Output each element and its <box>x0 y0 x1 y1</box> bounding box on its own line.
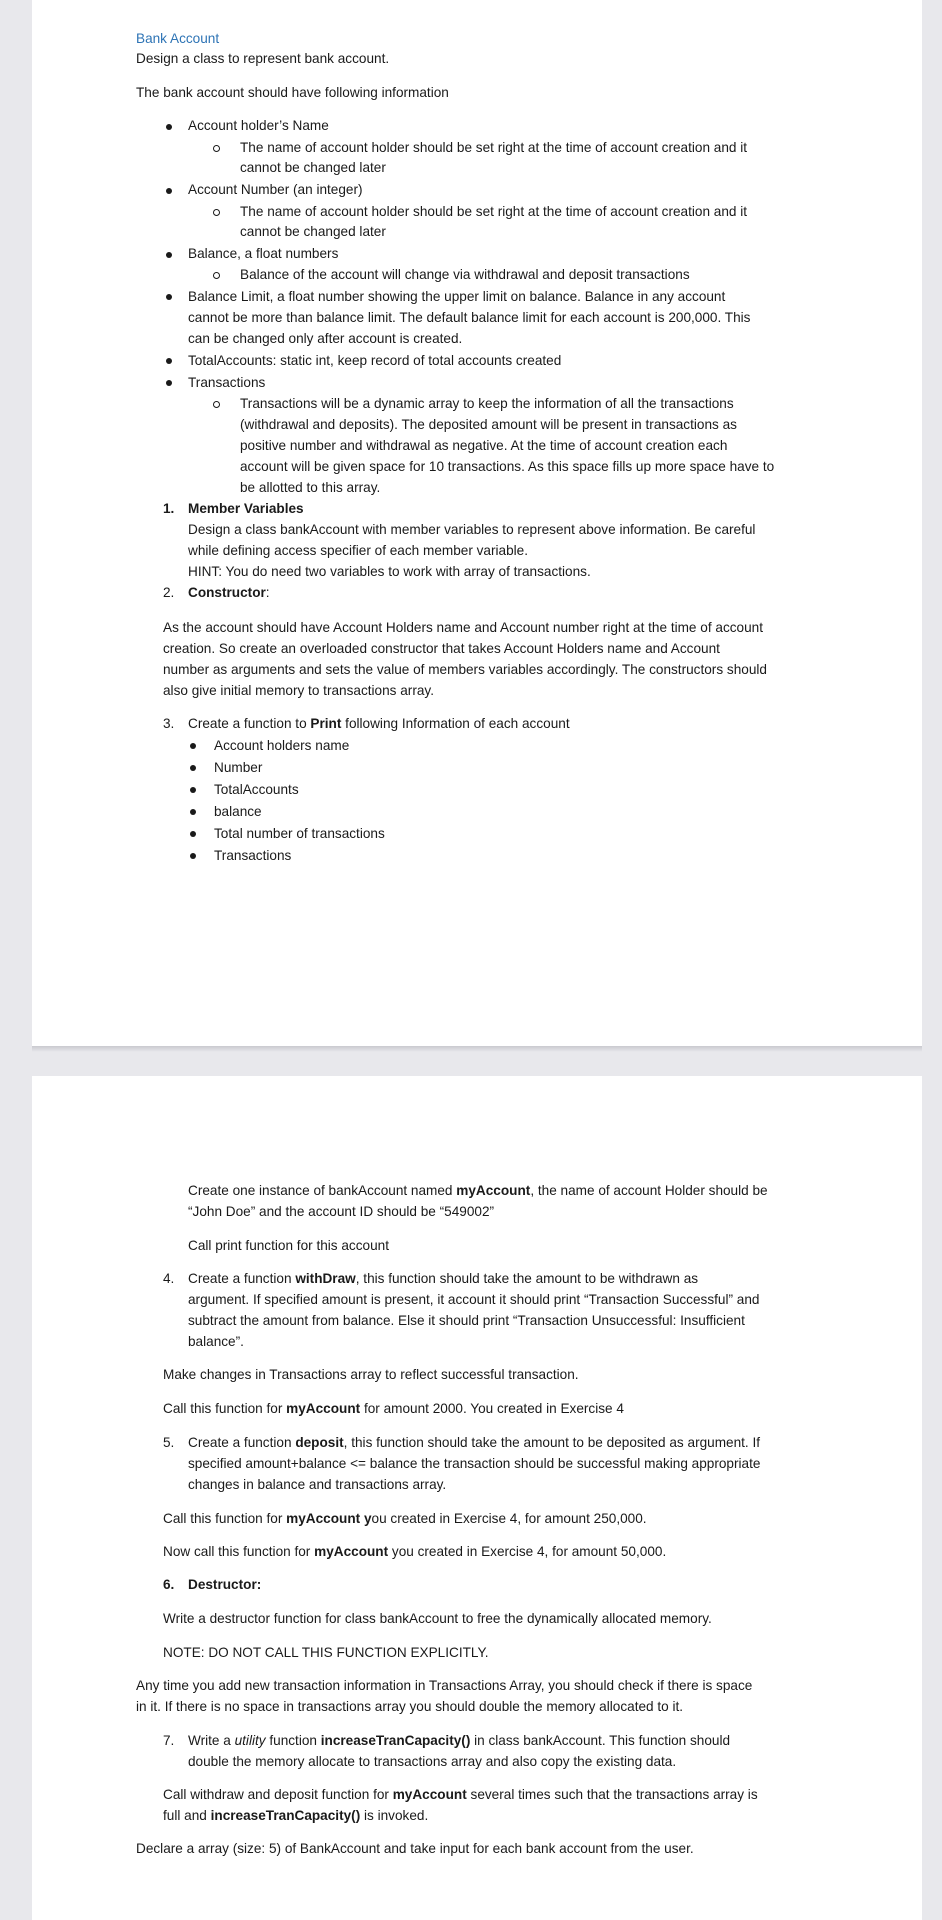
sub-list-item: (withdrawal and deposits). The deposited amount will be present in transactions as <box>240 417 737 432</box>
print-item: Account holders name <box>214 738 350 753</box>
sub-list-item: cannot be changed later <box>240 160 386 175</box>
section-number: 5. <box>163 1435 175 1450</box>
sub-bullet-circle <box>213 209 220 216</box>
paragraph-text: full and increaseTranCapacity() is invoked. <box>163 1808 429 1823</box>
list-item: Balance Limit, a float number showing the upper limit on balance. Balance in any account <box>188 289 726 304</box>
sub-list-item: Balance of the account will change via withdrawal and deposit transactions <box>240 267 690 282</box>
sub-list-item: be allotted to this array. <box>240 480 381 495</box>
section-number: 6. <box>163 1577 175 1592</box>
bullet-dot <box>166 124 172 130</box>
doc-title: Bank Account <box>136 31 220 46</box>
sub-bullet-circle <box>213 401 220 408</box>
bullet-dot <box>190 743 196 749</box>
sub-list-item: Transactions will be a dynamic array to keep the information of all the transactions <box>240 396 734 411</box>
paragraph-text: Create one instance of bankAccount named myAccount, the name of account Holder should be <box>188 1183 768 1198</box>
bullet-dot <box>190 765 196 771</box>
section-text: Design a class bankAccount with member variables to represent above information. Be careful <box>188 522 756 537</box>
list-item-continuation: can be changed only after account is created. <box>188 331 463 346</box>
section-heading: Member Variables <box>188 501 304 516</box>
bullet-dot <box>166 252 172 258</box>
sub-list-item: The name of account holder should be set right at the time of account creation and it <box>240 140 748 155</box>
note-text: NOTE: DO NOT CALL THIS FUNCTION EXPLICITLY. <box>163 1645 489 1660</box>
sub-list-item: account will be given space for 10 transactions. As this space fills up more space have to <box>240 459 775 474</box>
paragraph-text: Call this function for myAccount you created in Exercise 4, for amount 250,000. <box>163 1511 647 1526</box>
sub-list-item: positive number and withdrawal as negative. At the time of account creation each <box>240 438 728 453</box>
section-number: 7. <box>163 1733 175 1748</box>
print-item: Total number of transactions <box>214 826 385 841</box>
section-text: specified amount+balance <= balance the transaction should be successful making appropriate <box>188 1456 761 1471</box>
list-item-continuation: cannot be more than balance limit. The default balance limit for each account is 200,000. This <box>188 310 751 325</box>
section-text: balance”. <box>188 1334 244 1349</box>
section-number: 2. <box>163 585 175 600</box>
bullet-dot <box>190 853 196 859</box>
section-text: subtract the amount from balance. Else it should print “Transaction Unsuccessful: Insufficient <box>188 1313 745 1328</box>
paragraph-text: Now call this function for myAccount you created in Exercise 4, for amount 50,000. <box>163 1544 667 1559</box>
bullet-dot <box>190 787 196 793</box>
bullet-dot <box>166 294 172 300</box>
paragraph-text: Declare a array (size: 5) of BankAccount and take input for each bank account from the user. <box>136 1841 694 1856</box>
paragraph-text: As the account should have Account Holders name and Account number right at the time of account <box>163 620 763 635</box>
section-text: while defining access specifier of each member variable. <box>188 543 529 558</box>
sub-bullet-circle <box>213 272 220 279</box>
list-item: Balance, a float numbers <box>188 246 339 261</box>
bullet-dot <box>166 188 172 194</box>
section-heading: Constructor: <box>188 585 270 600</box>
bullet-dot <box>190 809 196 815</box>
section-text: double the memory allocate to transactions array and also copy the existing data. <box>188 1754 677 1769</box>
paragraph-text: creation. So create an overloaded constructor that takes Account Holders name and Account <box>163 641 720 656</box>
section-text: argument. If specified amount is present, it account it should print “Transaction Successful” and <box>188 1292 760 1307</box>
sub-list-item: The name of account holder should be set right at the time of account creation and it <box>240 204 748 219</box>
section-number: 4. <box>163 1271 175 1286</box>
section-heading: Create a function to Print following Information of each account <box>188 716 570 731</box>
paragraph-text: number as arguments and sets the value of members variables accordingly. The constructors should <box>163 662 767 677</box>
print-item: balance <box>214 804 262 819</box>
paragraph-text: in it. If there is no space in transactions array you should double the memory allocated to it. <box>136 1699 684 1714</box>
section-text: changes in balance and transactions array. <box>188 1477 447 1492</box>
section-text: HINT: You do need two variables to work with array of transactions. <box>188 564 591 579</box>
intro-text: Design a class to represent bank account. <box>136 51 390 66</box>
list-item: Account holder’s Name <box>188 118 329 133</box>
section-number: 1. <box>163 501 175 516</box>
print-item: Number <box>214 760 263 775</box>
bullet-dot <box>166 380 172 386</box>
section-heading: Destructor: <box>188 1577 262 1592</box>
print-item: Transactions <box>214 848 292 863</box>
sub-bullet-circle <box>213 145 220 152</box>
section-heading: Write a utility function increaseTranCapacity() in class bankAccount. This function should <box>188 1733 731 1748</box>
paragraph-text: “John Doe” and the account ID should be “549002” <box>188 1204 495 1219</box>
document-page-1 <box>32 0 922 1046</box>
paragraph-text: Call withdraw and deposit function for myAccount several times such that the transactions array is <box>163 1787 758 1802</box>
paragraph-text: Call this function for myAccount for amount 2000. You created in Exercise 4 <box>163 1401 624 1416</box>
paragraph-text: also give initial memory to transactions array. <box>163 683 434 698</box>
bullet-dot <box>190 831 196 837</box>
paragraph-text: Write a destructor function for class bankAccount to free the dynamically allocated memory. <box>163 1611 712 1626</box>
print-item: TotalAccounts <box>214 782 299 797</box>
paragraph-text: Make changes in Transactions array to reflect successful transaction. <box>163 1367 579 1382</box>
list-item: Transactions <box>188 375 266 390</box>
section-number: 3. <box>163 716 175 731</box>
page-divider-shadow <box>32 1046 922 1052</box>
paragraph-text: Any time you add new transaction information in Transactions Array, you should check if there is space <box>136 1678 753 1693</box>
bullet-dot <box>166 358 172 364</box>
section-heading: Create a function deposit, this function should take the amount to be deposited as argument. If <box>188 1435 761 1450</box>
list-item: Account Number (an integer) <box>188 182 363 197</box>
section-heading: Create a function withDraw, this function should take the amount to be withdrawn as <box>188 1271 699 1286</box>
sub-list-item: cannot be changed later <box>240 224 386 239</box>
lead-text: The bank account should have following information <box>136 85 449 100</box>
list-item: TotalAccounts: static int, keep record of total accounts created <box>188 353 562 368</box>
document-page-2 <box>32 1076 922 1920</box>
paragraph-text: Call print function for this account <box>188 1238 389 1253</box>
